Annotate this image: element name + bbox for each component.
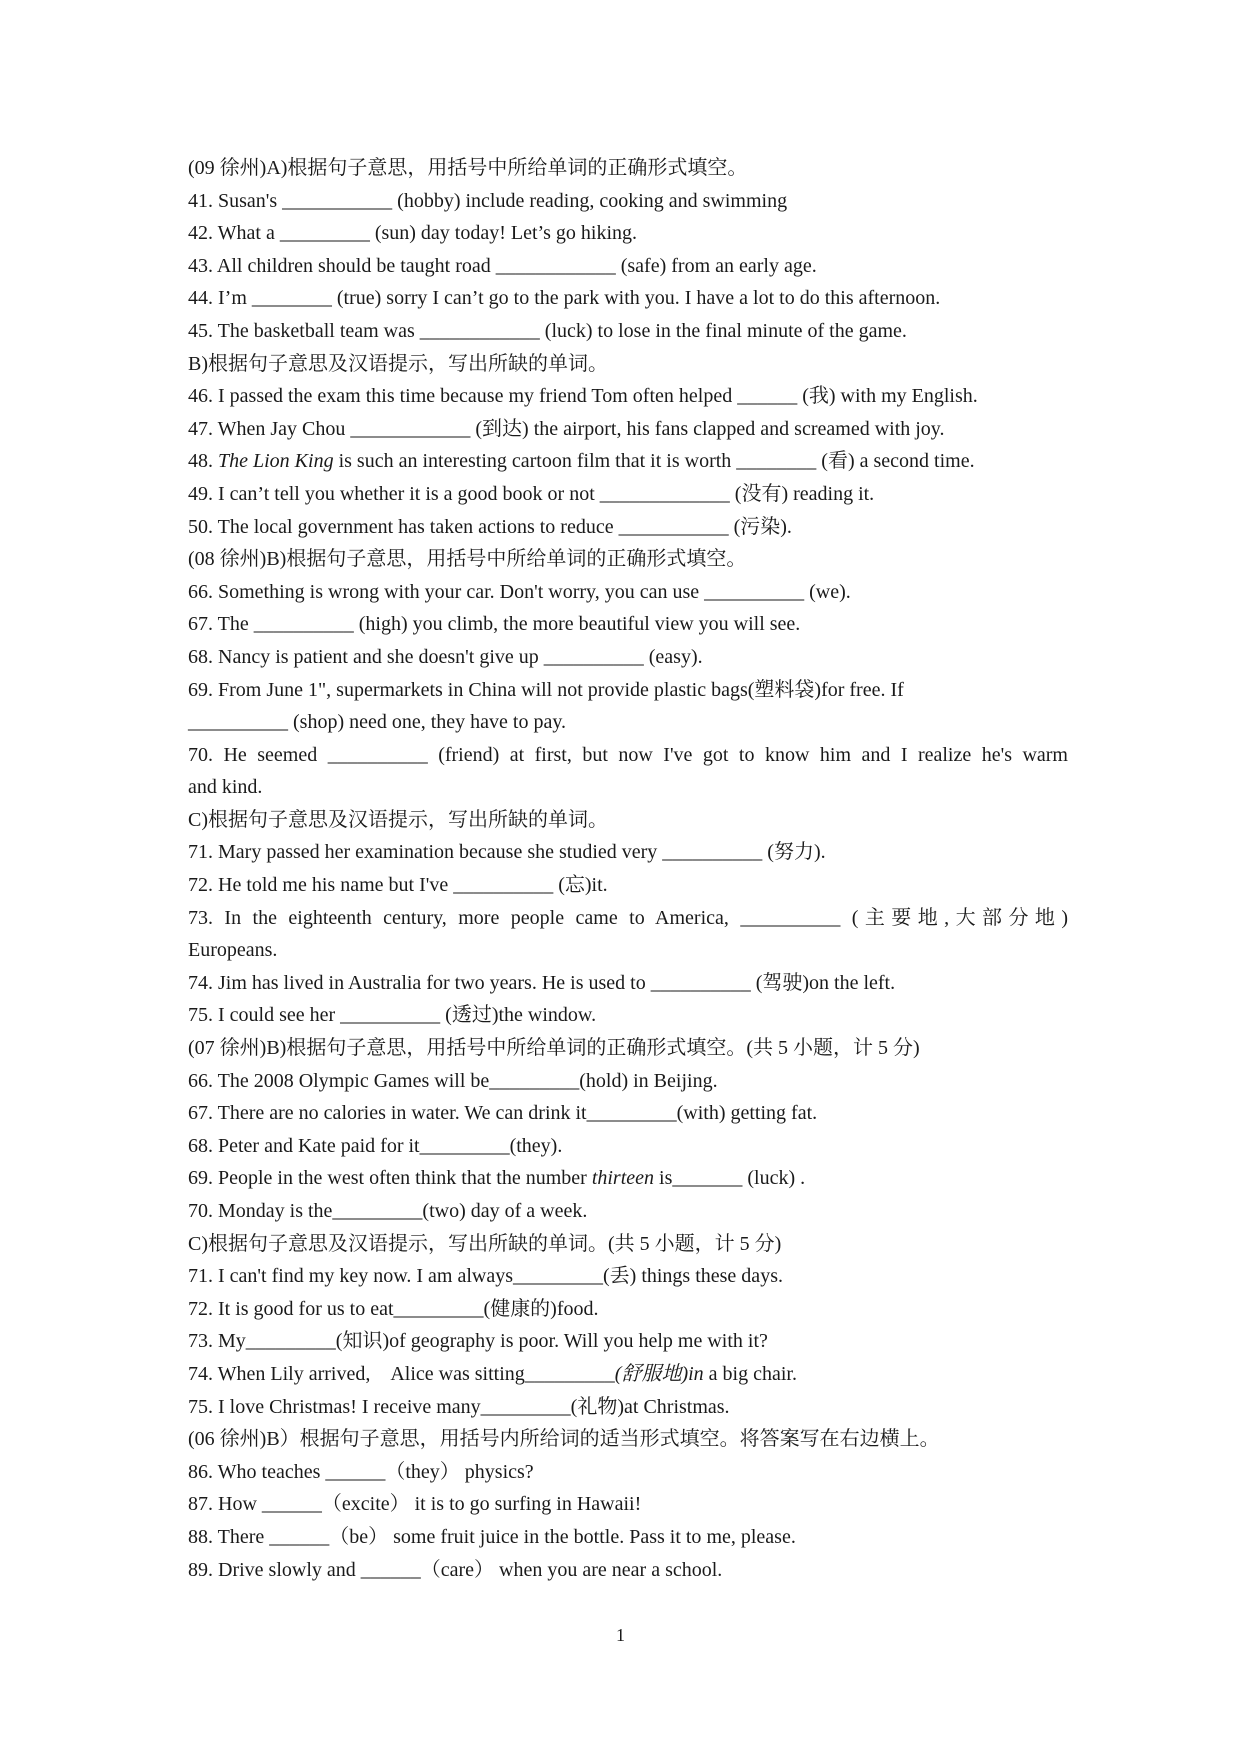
text-segment: 48.	[188, 450, 218, 473]
text-line: 41. Susan's ___________ (hobby) include reading, cooking and swimming	[188, 189, 788, 212]
text-line: 74. Jim has lived in Australia for two years. He is used to __________ (驾驶)on the left.	[188, 971, 896, 994]
text-line	[188, 445, 1068, 478]
text-line: 69. From June 1", supermarkets in China will not provide plastic bags(塑料袋)for free. If	[188, 678, 904, 701]
text-line: and kind.	[188, 776, 263, 799]
text-line: Europeans.	[188, 939, 278, 962]
text-line: 49. I can’t tell you whether it is a good book or not _____________ (没有) reading it.	[188, 482, 875, 505]
text-line: 67. There are no calories in water. We can drink it_________(with) getting fat.	[188, 1102, 818, 1125]
text-line: 72. He told me his name but I've __________ (忘)it.	[188, 874, 608, 897]
text-line: (07 徐州)B)根据句子意思，用括号中所给单词的正确形式填空。(共 5 小题，计 5 分)	[188, 1037, 920, 1060]
text-segment: is_______ (luck) .	[654, 1167, 806, 1190]
document-body	[188, 152, 1068, 1586]
text-line: 72. It is good for us to eat_________(健康的)food.	[188, 1297, 599, 1320]
text-segment: 74. When Lily arrived, Alice was sitting_________	[188, 1362, 615, 1385]
text-line: (09 徐州)A)根据句子意思，用括号中所给单词的正确形式填空。	[188, 157, 748, 179]
text-line	[188, 1358, 1068, 1391]
text-line: 66. The 2008 Olympic Games will be_________(hold) in Beijing.	[188, 1069, 718, 1092]
text-line: 42. What a _________ (sun) day today! Let’s go hiking.	[188, 222, 638, 245]
text-line: B)根据句子意思及汉语提示，写出所缺的单词。	[188, 352, 608, 375]
text-line: 73. In the eighteenth century, more people came to America, __________ (主要地,大部分地)	[188, 906, 1068, 929]
text-line: C)根据句子意思及汉语提示，写出所缺的单词。(共 5 小题，计 5 分)	[188, 1232, 782, 1255]
text-line: (08 徐州)B)根据句子意思，用括号中所给单词的正确形式填空。	[188, 548, 747, 571]
text-line: 47. When Jay Chou ____________ (到达) the airport, his fans clapped and screamed with joy.	[188, 417, 945, 440]
text-line: 89. Drive slowly and ______（care） when you are near a school.	[188, 1558, 723, 1581]
text-line: 46. I passed the exam this time because my friend Tom often helped ______ (我) with my English.	[188, 385, 978, 408]
text-line: 44. I’m ________ (true) sorry I can’t go to the park with you. I have a lot to do this afternoon.	[188, 287, 941, 310]
text-segment: 69. People in the west often think that the number	[188, 1167, 592, 1190]
text-segment: a big chair.	[703, 1362, 797, 1385]
text-line: 43. All children should be taught road ____________ (safe) from an early age.	[188, 254, 817, 277]
text-line: 71. Mary passed her examination because she studied very __________ (努力).	[188, 841, 826, 864]
text-line: (06 徐州)B）根据句子意思，用括号内所给词的适当形式填空。将答案写在右边横上。	[188, 1428, 940, 1451]
text-line: __________ (shop) need one, they have to pay.	[188, 711, 567, 734]
text-line: 75. I love Christmas! I receive many_________(礼物)at Christmas.	[188, 1395, 730, 1418]
text-line: 70. Monday is the_________(two) day of a week.	[188, 1200, 588, 1222]
text-line: 68. Peter and Kate paid for it_________(they).	[188, 1134, 563, 1157]
text-line	[188, 1162, 1068, 1195]
text-line: 70. He seemed __________ (friend) at first, but now I've got to know him and I realize he's warm	[188, 743, 1068, 766]
text-line: 87. How ______（excite） it is to go surfing in Hawaii!	[188, 1493, 642, 1516]
text-line: 45. The basketball team was ____________ (luck) to lose in the final minute of the game.	[188, 319, 907, 342]
text-line: 88. There ______（be） some fruit juice in the bottle. Pass it to me, please.	[188, 1525, 796, 1548]
page-number: 1	[616, 1625, 625, 1645]
text-line: 73. My_________(知识)of geography is poor. Will you help me with it?	[188, 1330, 768, 1353]
text-line: 75. I could see her __________ (透过)the window.	[188, 1004, 597, 1027]
text-line: 67. The __________ (high) you climb, the more beautiful view you will see.	[188, 613, 801, 636]
italic-text: thirteen	[591, 1167, 655, 1190]
text-line: 66. Something is wrong with your car. Don't worry, you can use __________ (we).	[188, 580, 851, 603]
text-line: C)根据句子意思及汉语提示，写出所缺的单词。	[188, 808, 608, 831]
italic-text: (舒服地)in	[614, 1362, 704, 1385]
text-line: 50. The local government has taken actions to reduce ___________ (污染).	[188, 515, 792, 538]
text-segment: is such an interesting cartoon film that it is worth ________ (看) a second time.	[333, 450, 975, 473]
text-line: 86. Who teaches ______（they） physics?	[188, 1460, 534, 1483]
text-line: 71. I can't find my key now. I am always_________(丢) things these days.	[188, 1265, 783, 1288]
italic-text: The Lion King	[218, 450, 334, 473]
text-line: 68. Nancy is patient and she doesn't give up __________ (easy).	[188, 645, 703, 668]
